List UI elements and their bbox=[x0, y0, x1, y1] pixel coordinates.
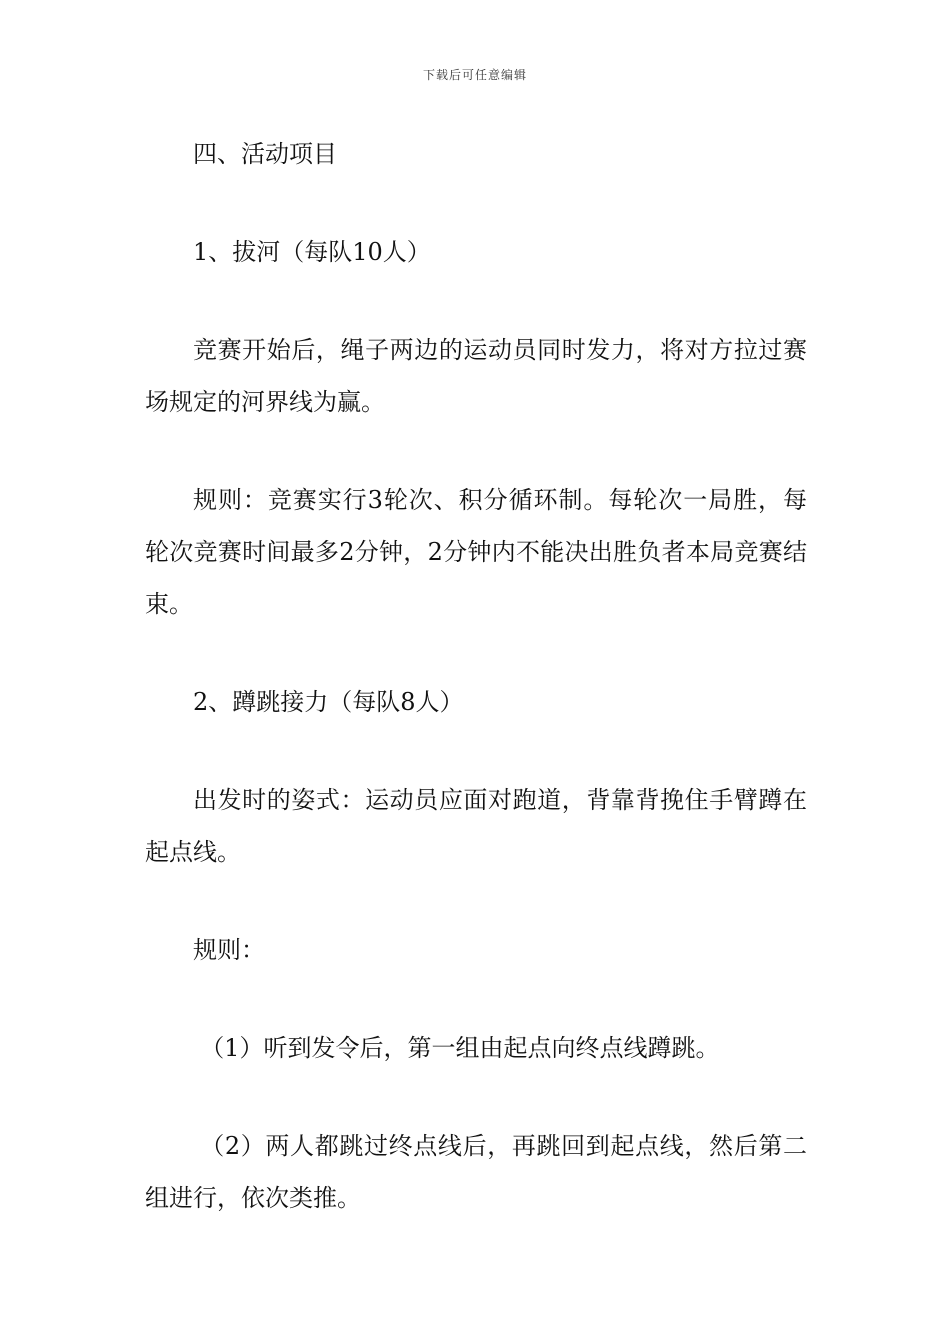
header-note: 下载后可任意编辑 bbox=[422, 68, 527, 82]
rules-label: 规则： bbox=[193, 936, 265, 964]
item-heading-tug-of-war: 1、拔河（每队10人） bbox=[193, 238, 431, 266]
document-body bbox=[145, 128, 807, 1270]
rule-item-2: （2）两人都跳过终点线后，再跳回到起点线，然后第二组进行，依次类推。 bbox=[145, 1132, 807, 1212]
item-heading-squat-jump-relay: 2、蹲跳接力（每队8人） bbox=[193, 688, 464, 716]
paragraph-starting-posture: 出发时的姿式：运动员应面对跑道，背靠背挽住手臂蹲在起点线。 bbox=[145, 786, 807, 866]
section-heading: 四、活动项目 bbox=[193, 140, 337, 168]
paragraph-tug-of-war-description: 竞赛开始后，绳子两边的运动员同时发力，将对方拉过赛场规定的河界线为赢。 bbox=[145, 336, 807, 416]
rule-item-1: （1）听到发令后，第一组由起点向终点线蹲跳。 bbox=[200, 1034, 720, 1062]
paragraph-tug-of-war-rules: 规则：竞赛实行3轮次、积分循环制。每轮次一局胜，每轮次竞赛时间最多2分钟，2分钟内不能决出胜负者本局竞赛结束。 bbox=[145, 486, 807, 618]
